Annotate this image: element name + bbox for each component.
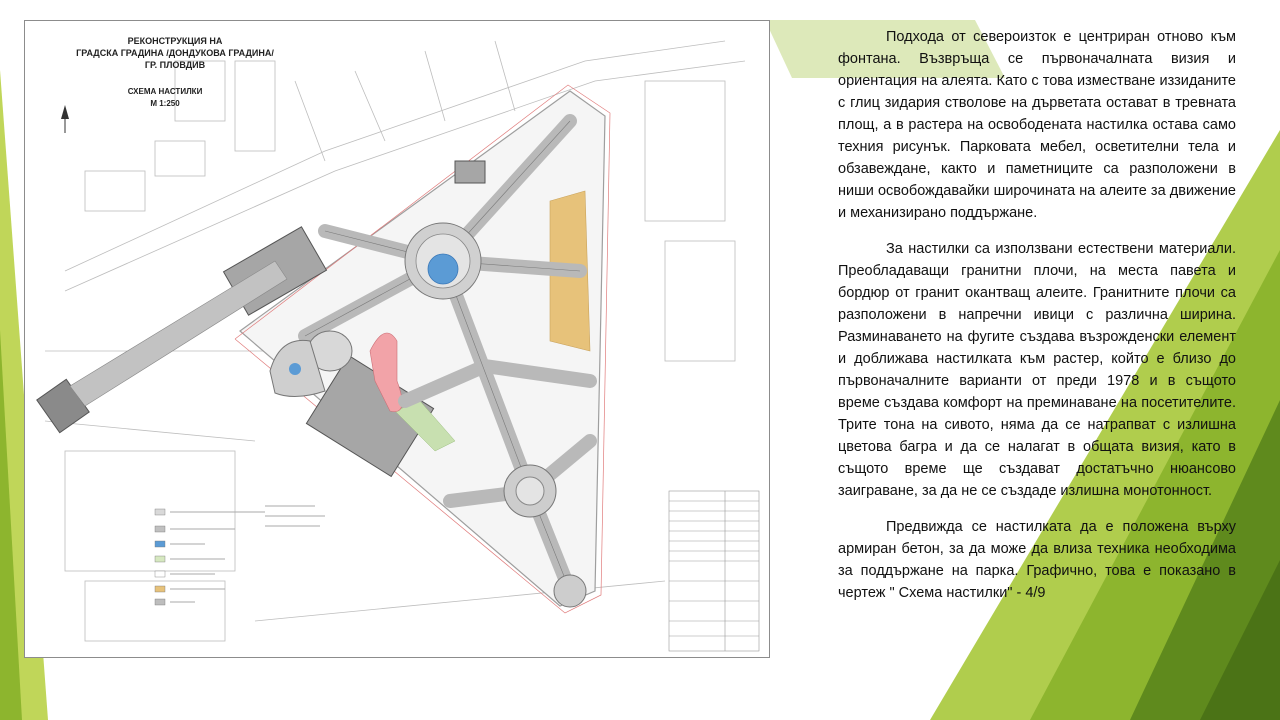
scheme-title: СХЕМА НАСТИЛКИ	[127, 87, 203, 96]
site-plan-drawing	[24, 20, 770, 658]
legend	[155, 506, 325, 605]
drawing-title-line-2: ГРАДСКА ГРАДИНА /ДОНДУКОВА ГРАДИНА/	[76, 48, 274, 58]
drawing-title-line-1: РЕКОНСТРУКЦИЯ НА	[127, 36, 223, 46]
drawing-title-line-3: ГР. ПЛОВДИВ	[144, 60, 206, 70]
paragraph-1: Подхода от североизток е центриран отново към фонтана. Възвръща се първоначалната визия и ориентация на алеята. Като с това изместване иззиданите с глиц зидария стволове на дърветата остават в тревната площ, а в растера на освободената настилка остава само техния рисунък. Парковата мебел, осветителни тела и обзавеждане, както и паметниците са разположени в ниши освобождавайки широчината на алеите за движение и механизирано поддържане.	[838, 29, 1236, 221]
drawing-title	[35, 35, 315, 71]
paving-scheme-plan	[25, 21, 771, 659]
scheme-caption	[65, 86, 265, 110]
description-text	[838, 26, 1236, 618]
paragraph-3: Предвижда се настилката да е положена върху армиран бетон, за да може да влиза техника необходима за поддържане на парка. Графично, това е показано в чертеж " Схема настилки" - 4/9	[838, 519, 1236, 601]
paragraph-2: За настилки са използвани естествени материали. Преобладаващи гранитни плочи, на места павета и бордюр от гранит окантващ алеите. Гранитните плочи са разположени в напречни ивици с различна ширина. Разминаването на фугите създава възрожденски елемент и доближава настилката към растер, който е близо до първоначалните варианти от преди 1978 и в същото време създава комфорт на преминаване на посетителите. Трите тона на сивото, няма да се натрапват с излишна цветова багра и да се налагат в общата визия, като в същото време ще създават достатъчно нюансово заиграване, за да не се създаде излишна монотонност.	[838, 241, 1236, 499]
scheme-scale: М 1:250	[150, 99, 180, 108]
